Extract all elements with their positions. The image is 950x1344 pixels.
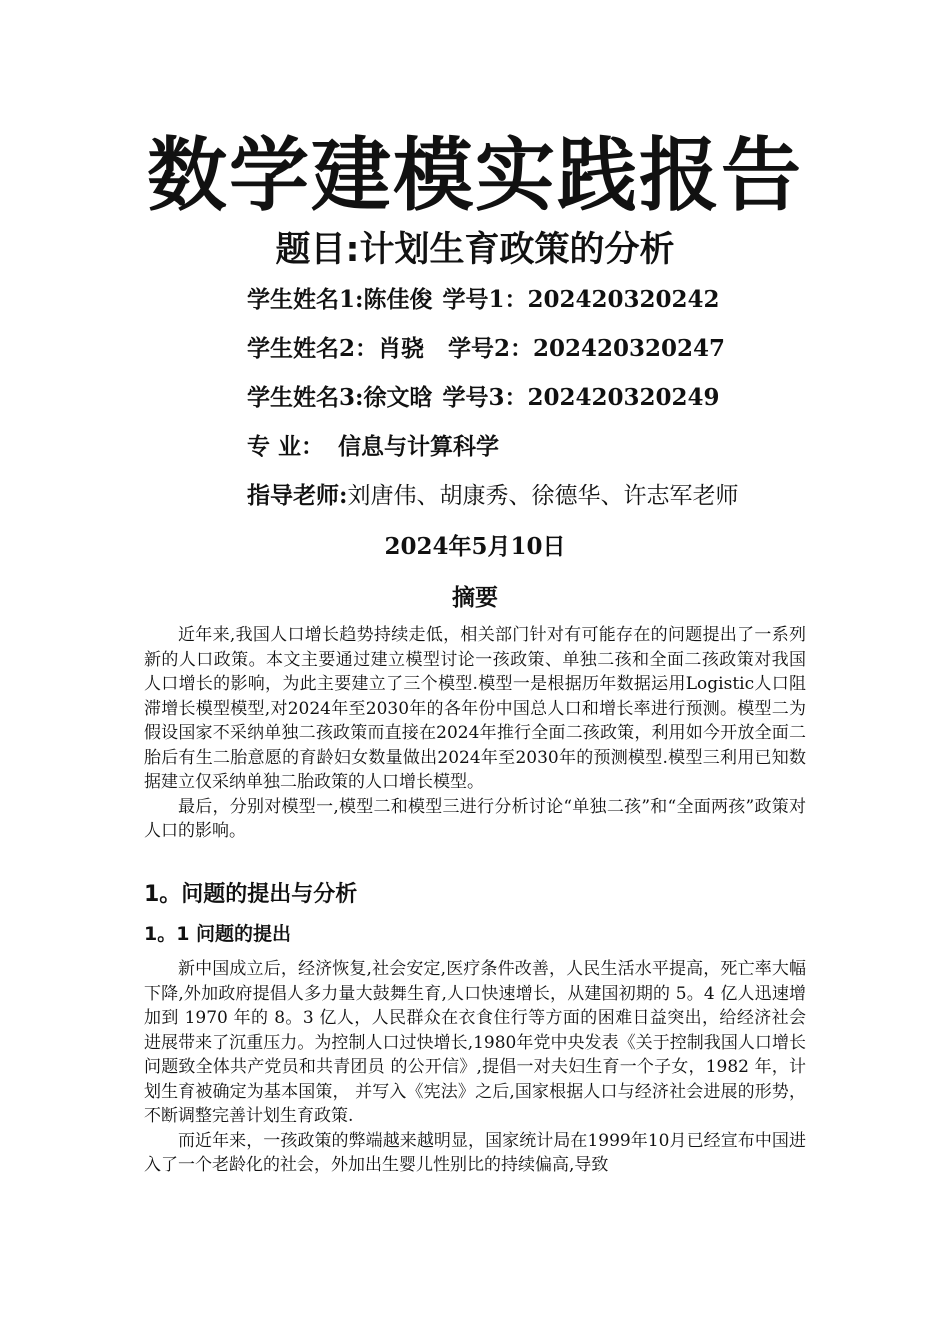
abstract-paragraph: 近年来,我国人口增长趋势持续走低，相关部门针对有可能存在的问题提出了一系列新的人口政策。本文主要通过建立模型讨论一孩政策、单独二孩和全面二孩政策对我国人口增长的影响，为此主要建立了三个模型.模型一是根据历年数据运用Logistic人口阻滞增长模型模型,对2024年至2030年的各年份中国总人口和增长率进行预测。模型二为假设国家不采纳单独二孩政策而直接在2024年推行全面二孩政策，利用如今开放全面二胎后有生二胎意愿的育龄妇女数量做出2024年至2030年的预测模型.模型三利用已知数据建立仅采纳单独二胎政策的人口增长模型。: [144, 625, 806, 792]
report-date: 2024年5月10日: [384, 533, 566, 560]
student-1-line: [247, 284, 720, 316]
advisor-value: 刘唐伟、胡康秀、徐德华、许志军老师: [347, 483, 739, 509]
section-paragraph: 新中国成立后，经济恢复,社会安定,医疗条件改善，人民生活水平提高，死亡率大幅下降,外加政府提倡人多力量大鼓舞生育,人口快速增长，从建国初期的 5。4 亿人迅速增加到 1970 年的 8。3 亿人，人民群众在衣食住行等方面的困难日益突出，给经济社会进展带来了沉重压力。为控制人口过快增长,1980年党中央发表《关于控制我国人口增长问题致全体共产党员和共青团员 的公开信》,提倡一对夫妇生育一个子女，1982 年，计划生育被确定为基本国策， 并写入《宪法》之后,国家根据人口与经济社会进展的形势，不断调整完善计划生育政策.: [144, 959, 806, 1126]
student-2-name: 学生姓名2：肖骁: [247, 335, 425, 362]
report-subtitle: 题目:计划生育政策的分析: [275, 230, 675, 270]
student-2-id: 学号2：202420320247: [448, 335, 726, 362]
student-3-id: 学号3：202420320249: [442, 384, 720, 411]
advisor-line: [247, 480, 739, 512]
major-label: 专 业：: [247, 433, 325, 460]
student-1-id: 学号1：202420320242: [442, 286, 720, 313]
student-3-name: 学生姓名3:徐文晗: [247, 384, 433, 411]
abstract-body: [144, 623, 806, 844]
section-1-heading: 1。问题的提出与分析: [144, 882, 358, 907]
major-line: [247, 431, 499, 463]
advisor-label: 指导老师:: [247, 482, 348, 509]
student-1-name: 学生姓名1:陈佳俊: [247, 286, 433, 313]
report-title: 数学建模实践报告: [147, 129, 803, 222]
student-2-line: [247, 333, 725, 365]
major-value: 信息与计算科学: [338, 433, 500, 460]
student-3-line: [247, 382, 720, 414]
abstract-paragraph: 最后，分别对模型一,模型二和模型三进行分析讨论“单独二孩”和“全面两孩”政策对人口的影响。: [144, 796, 806, 841]
section-1-1-heading: 1。1 问题的提出: [144, 923, 292, 945]
abstract-heading: 摘要: [452, 585, 498, 611]
section-1-1-body: [144, 957, 806, 1178]
section-paragraph: 而近年来，一孩政策的弊端越来越明显，国家统计局在1999年10月已经宣布中国进入了一个老龄化的社会，外加出生婴儿性别比的持续偏高,导致: [144, 1130, 806, 1175]
